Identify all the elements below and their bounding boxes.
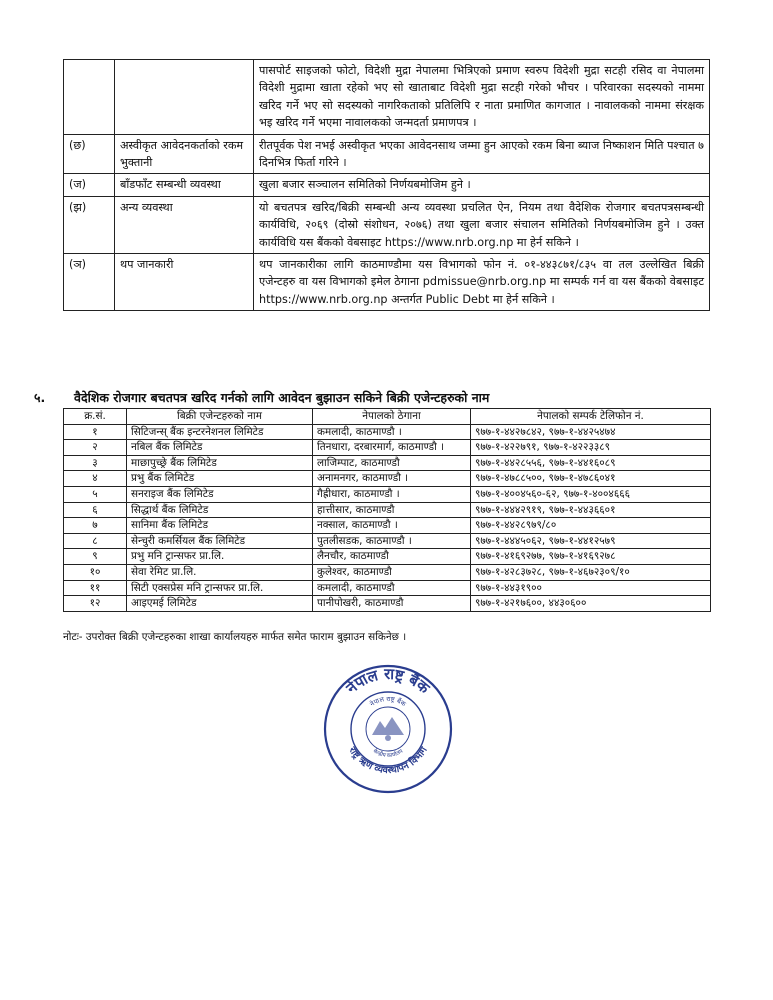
agent-name: आइएमई लिमिटेड: [127, 596, 313, 612]
agent-address: हात्तीसार, काठमाण्डौ: [313, 502, 471, 518]
agent-name: प्रभु बैंक लिमिटेड: [127, 471, 313, 487]
header-address: नेपालको ठेगाना: [313, 409, 471, 425]
header-serial: क्र.सं.: [64, 409, 127, 425]
agent-name: नबिल बैंक लिमिटेड: [127, 440, 313, 456]
agent-name: सेवा रेमिट प्रा.लि.: [127, 564, 313, 580]
footnote: नोटः- उपरोक्त बिक्री एजेन्टहरुका शाखा कार्यालयहरु मार्फत समेत फाराम बुझाउन सकिनेछ ।: [63, 631, 407, 643]
agent-phone: ९७७-१-४००४५६०-६२, ९७७-१-४००४६६६: [471, 486, 711, 502]
serial-number: ५: [64, 486, 127, 502]
row-number: (ज): [64, 174, 115, 196]
table-row: [64, 486, 711, 502]
table-row: [64, 471, 711, 487]
row-label: बाँडफाँट सम्बन्धी व्यवस्था: [115, 174, 254, 196]
agent-phone: ९७७-१-४४३१९००: [471, 580, 711, 596]
table-row: [64, 440, 711, 456]
table-header-row: [64, 409, 711, 425]
table-row: [64, 518, 711, 534]
row-label: अन्य व्यवस्था: [115, 196, 254, 253]
agent-name: माछापुच्छ्रे बैंक लिमिटेड: [127, 455, 313, 471]
agent-address: गैह्रीधारा, काठमाण्डौ ।: [313, 486, 471, 502]
agent-phone: ९७७-१-४७८८५००, ९७७-१-४७८६०४१: [471, 471, 711, 487]
serial-number: १: [64, 424, 127, 440]
serial-number: १०: [64, 564, 127, 580]
agent-address: नक्साल, काठमाण्डौ ।: [313, 518, 471, 534]
section-heading: [34, 389, 734, 406]
serial-number: १२: [64, 596, 127, 612]
header-agent-name: बिक्री एजेन्टहरुको नाम: [127, 409, 313, 425]
table-row: [64, 502, 711, 518]
agent-name: सिटी एक्सप्रेस मनि ट्रान्सफर प्रा.लि.: [127, 580, 313, 596]
agent-name: सिद्धार्थ बैंक लिमिटेड: [127, 502, 313, 518]
row-text: यो बचतपत्र खरिद/बिक्री सम्बन्धी अन्य व्यवस्था प्रचलित ऐन, नियम तथा वैदेशिक रोजगार बचतपत्रसम्बन्धी कार्यविधि, २०६९ (दोस्रो संशोधन, २०७६) तथा खुला बजार संचालन समितिको निर्णयबमोजिम हुने । उक्त कार्यविधि यस बैंकको वेबसाइट https://www.nrb.org.np मा हेर्न सकिने ।: [254, 196, 710, 253]
row-label: [115, 60, 254, 135]
header-phone: नेपालको सम्पर्क टेलिफोन नं.: [471, 409, 711, 425]
section-number: ५.: [34, 390, 46, 405]
row-number: (झ): [64, 196, 115, 253]
table-row: [64, 596, 711, 612]
table-row: [64, 580, 711, 596]
agent-address: पुतलीसडक, काठमाण्डौ ।: [313, 533, 471, 549]
agent-phone: ९७७-१-४४४२९१९, ९७७-१-४४३६६०१: [471, 502, 711, 518]
row-text: खुला बजार सञ्चालन समितिको निर्णयबमोजिम हुने ।: [254, 174, 710, 196]
agent-name: सानिमा बैंक लिमिटेड: [127, 518, 313, 534]
agent-name: सेन्चुरी कमर्सियल बैंक लिमिटेड: [127, 533, 313, 549]
serial-number: २: [64, 440, 127, 456]
agent-phone: ९७७-१-४२२७९१, ९७७-१-४२२३३८९: [471, 440, 711, 456]
agent-address: लाजिम्पाट, काठमाण्डौ: [313, 455, 471, 471]
agent-phone: ९७७-१-४४४५०६२, ९७७-१-४४१२५७९: [471, 533, 711, 549]
agent-name: सनराइज बैंक लिमिटेड: [127, 486, 313, 502]
agent-address: पानीपोखरी, काठमाण्डौ: [313, 596, 471, 612]
table-row: [64, 254, 710, 311]
conditions-table: [63, 59, 710, 311]
table-row: [64, 134, 710, 174]
agent-phone: ९७७-१-४२८३७२८, ९७७-१-४६७२३०९/१०: [471, 564, 711, 580]
table-row: [64, 174, 710, 196]
row-number: (ञ): [64, 254, 115, 311]
serial-number: ८: [64, 533, 127, 549]
row-number: [64, 60, 115, 135]
serial-number: ७: [64, 518, 127, 534]
seal-emblem-icon: [372, 717, 404, 741]
agent-phone: ९७७-१-४२१७६००, ४४३०६००: [471, 596, 711, 612]
agent-phone: ९७७-१-४१६९२७७, ९७७-१-४१६९२७८: [471, 549, 711, 565]
seal-inner-top-text: नेपाल राष्ट्र बैंक: [368, 694, 408, 709]
agent-address: अनामनगर, काठमाण्डौ ।: [313, 471, 471, 487]
agent-address: कमलादी, काठमाण्डौ: [313, 580, 471, 596]
sales-agent-table: [63, 408, 711, 612]
agent-phone: ९७७-१-४४२८९७९/८०: [471, 518, 711, 534]
serial-number: ९: [64, 549, 127, 565]
agent-phone: ९७७-१-४४२७८४२, ९७७-१-४४२५४७४: [471, 424, 711, 440]
seal-outer-top-text: नेपाल राष्ट्र बैंक: [342, 664, 434, 698]
agent-phone: ९७७-१-४४२८५५६, ९७७-१-४४१६०८९: [471, 455, 711, 471]
row-text: थप जानकारीका लागि काठमाण्डौमा यस विभागको फोन नं. ०१-४४३८७१/८३५ वा तल उल्लेखित बिक्री एजेन्टहरु वा यस विभागको इमेल ठेगाना pdmissue@nrb.org.np मा सम्पर्क गर्न वा यस बैंकको वेबसाइट https://www.nrb.org.np अन्तर्गत Public Debt मा हेर्न सकिने ।: [254, 254, 710, 311]
row-text: पासपोर्ट साइजको फोटो, विदेशी मुद्रा नेपालमा भित्रिएको प्रमाण स्वरुप विदेशी मुद्रा सटही रसिद वा नेपालमा विदेशी मुद्रामा खाता रहेको भए सो खाताबाट विदेशी मुद्रा सटही गरेको भौचर । परिवारका सदस्यको नाममा खरिद गर्ने भए सो सदस्यको नागरिकताको प्रतिलिपि र नाता प्रमाणित कागजात । नावालकको नाममा संरक्षक भइ खरिद गर्ने भएमा नावालकको जन्मदर्ता प्रमाणपत्र ।: [254, 60, 710, 135]
table-row: [64, 455, 711, 471]
seal-outer-bottom-text: राष्ट्र ऋण व्यवस्थापन विभाग: [346, 745, 430, 777]
section-title: वैदेशिक रोजगार बचतपत्र खरिद गर्नको लागि आवेदन बुझाउन सकिने बिक्री एजेन्टहरुको नाम: [74, 390, 490, 405]
agent-address: कुलेश्वर, काठमाण्डौ: [313, 564, 471, 580]
bank-seal-stamp: [322, 663, 454, 795]
serial-number: ३: [64, 455, 127, 471]
row-text: रीतपूर्वक पेश नभई अस्वीकृत भएका आवेदनसाथ जम्मा हुन आएको रकम बिना ब्याज निष्काशन मिति पश्चात ७ दिनभित्र फिर्ता गरिने ।: [254, 134, 710, 174]
serial-number: ६: [64, 502, 127, 518]
table-row: [64, 424, 711, 440]
agent-name: प्रभु मनि ट्रान्सफर प्रा.लि.: [127, 549, 313, 565]
table-row: [64, 196, 710, 253]
serial-number: ४: [64, 471, 127, 487]
agent-address: लैनचौर, काठमाण्डौ: [313, 549, 471, 565]
row-number: (छ): [64, 134, 115, 174]
agent-address: कमलादी, काठमाण्डौ ।: [313, 424, 471, 440]
table-row: [64, 533, 711, 549]
serial-number: ११: [64, 580, 127, 596]
row-label: थप जानकारी: [115, 254, 254, 311]
agent-name: सिटिजन्स् बैंक इन्टरनेशनल लिमिटेड: [127, 424, 313, 440]
table-row: [64, 564, 711, 580]
agent-address: तिनधारा, दरबारमार्ग, काठमाण्डौ ।: [313, 440, 471, 456]
table-row: [64, 549, 711, 565]
row-label: अस्वीकृत आवेदनकर्ताको रकम भुक्तानी: [115, 134, 254, 174]
table-row: [64, 60, 710, 135]
seal-inner-bottom-text: केन्द्रीय कार्यालय: [371, 748, 405, 760]
